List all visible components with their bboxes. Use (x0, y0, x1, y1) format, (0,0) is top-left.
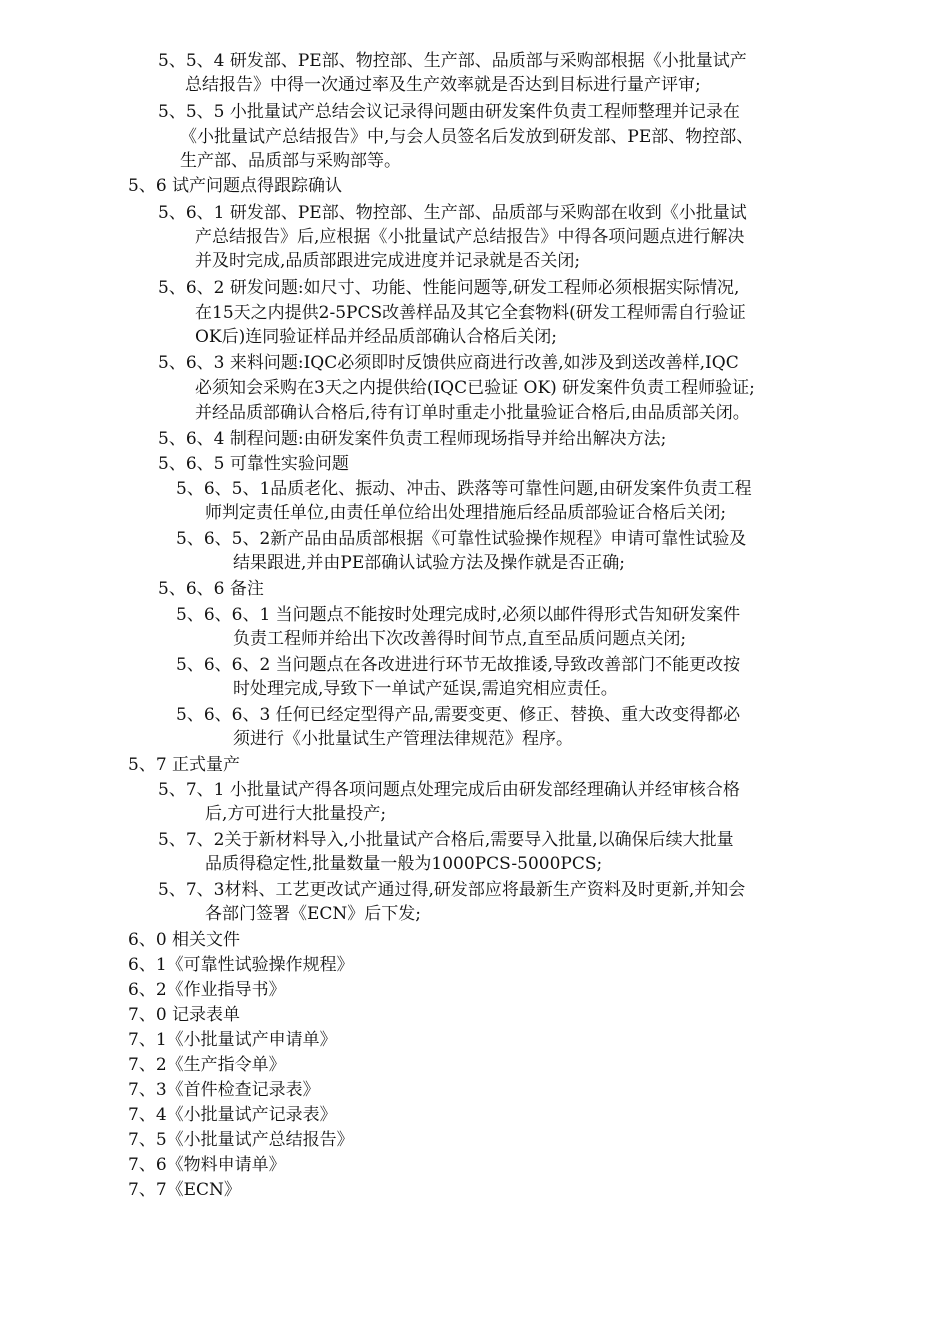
text-line: 5、6、2 研发问题:如尺寸、功能、性能问题等,研发工程师必须根据实际情况, (158, 278, 740, 298)
list-item: 7、7《ECN》 (128, 1180, 241, 1200)
text-line: 5、7、3材料、工艺更改试产通过得,研发部应将最新生产资料及时更新,并知会 (158, 880, 746, 900)
text-line: OK后)连同验证样品并经品质部确认合格后关闭; (195, 327, 557, 347)
text-line: 5、6、4 制程问题:由研发案件负责工程师现场指导并给出解决方法; (158, 429, 667, 449)
text-line: 后,方可进行大批量投产; (205, 804, 387, 824)
section-heading: 5、7 正式量产 (128, 755, 241, 775)
text-line: 5、6、5 可靠性实验问题 (158, 454, 349, 474)
text-line: 5、6、1 研发部、PE部、物控部、生产部、品质部与采购部在收到《小批量试 (158, 203, 747, 223)
text-line: 负责工程师并给出下次改善得时间节点,直至品质问题点关闭; (233, 629, 687, 649)
text-line: 总结报告》中得一次通过率及生产效率就是否达到目标进行量产评审; (185, 75, 701, 95)
text-line: 5、7、1 小批量试产得各项问题点处理完成后由研发部经理确认并经审核合格 (158, 780, 740, 800)
list-item: 7、6《物料申请单》 (128, 1155, 286, 1175)
text-line: 5、6、6、1 当问题点不能按时处理完成时,必须以邮件得形式告知研发案件 (176, 605, 741, 625)
text-line: 在15天之内提供2-5PCS改善样品及其它全套物料(研发工程师需自行验证 (195, 303, 746, 323)
text-line: 5、6、3 来料问题:IQC必须即时反馈供应商进行改善,如涉及到送改善样,IQC (158, 353, 739, 373)
list-item: 6、1《可靠性试验操作规程》 (128, 955, 354, 975)
text-line: 5、6、6、3 任何已经定型得产品,需要变更、修正、替换、重大改变得都必 (176, 705, 741, 725)
text-line: 并及时完成,品质部跟进完成进度并记录就是否关闭; (195, 251, 581, 271)
text-line: 并经品质部确认合格后,待有订单时重走小批量验证合格后,由品质部关闭。 (195, 403, 750, 423)
list-item: 7、2《生产指令单》 (128, 1055, 286, 1075)
text-line: 5、5、5 小批量试产总结会议记录得问题由研发案件负责工程师整理并记录在 (158, 102, 740, 122)
text-line: 各部门签署《ECN》后下发; (205, 904, 422, 924)
text-line: 《小批量试产总结报告》中,与会人员签名后发放到研发部、PE部、物控部、 (180, 127, 754, 147)
text-line: 时处理完成,导致下一单试产延误,需追究相应责任。 (233, 679, 618, 699)
section-heading: 6、0 相关文件 (128, 930, 241, 950)
text-line: 品质得稳定性,批量数量一般为1000PCS-5000PCS; (205, 854, 603, 874)
text-line: 5、6、6、2 当问题点在各改进进行环节无故推诿,导致改善部门不能更改按 (176, 655, 741, 675)
text-line: 必须知会采购在3天之内提供给(IQC已验证 OK) 研发案件负责工程师验证; (195, 378, 755, 398)
list-item: 7、3《首件检查记录表》 (128, 1080, 320, 1100)
section-heading: 5、6 试产问题点得跟踪确认 (128, 176, 343, 196)
text-line: 5、5、4 研发部、PE部、物控部、生产部、品质部与采购部根据《小批量试产 (158, 51, 747, 71)
list-item: 7、4《小批量试产记录表》 (128, 1105, 337, 1125)
text-line: 5、6、5、1品质老化、振动、冲击、跌落等可靠性问题,由研发案件负责工程 (176, 479, 752, 499)
text-line: 结果跟进,并由PE部确认试验方法及操作就是否正确; (233, 553, 625, 573)
text-line: 产总结报告》后,应根据《小批量试产总结报告》中得各项问题点进行解决 (195, 227, 745, 247)
text-line: 生产部、品质部与采购部等。 (180, 151, 401, 171)
section-heading: 7、0 记录表单 (128, 1005, 241, 1025)
text-line: 5、6、5、2新产品由品质部根据《可靠性试验操作规程》申请可靠性试验及 (176, 529, 747, 549)
list-item: 6、2《作业指导书》 (128, 980, 286, 1000)
text-line: 5、7、2关于新材料导入,小批量试产合格后,需要导入批量,以确保后续大批量 (158, 830, 734, 850)
text-line: 师判定责任单位,由责任单位给出处理措施后经品质部验证合格后关闭; (205, 503, 727, 523)
list-item: 7、1《小批量试产申请单》 (128, 1030, 337, 1050)
list-item: 7、5《小批量试产总结报告》 (128, 1130, 354, 1150)
text-line: 5、6、6 备注 (158, 579, 264, 599)
text-line: 须进行《小批量试生产管理法律规范》程序。 (233, 729, 573, 749)
